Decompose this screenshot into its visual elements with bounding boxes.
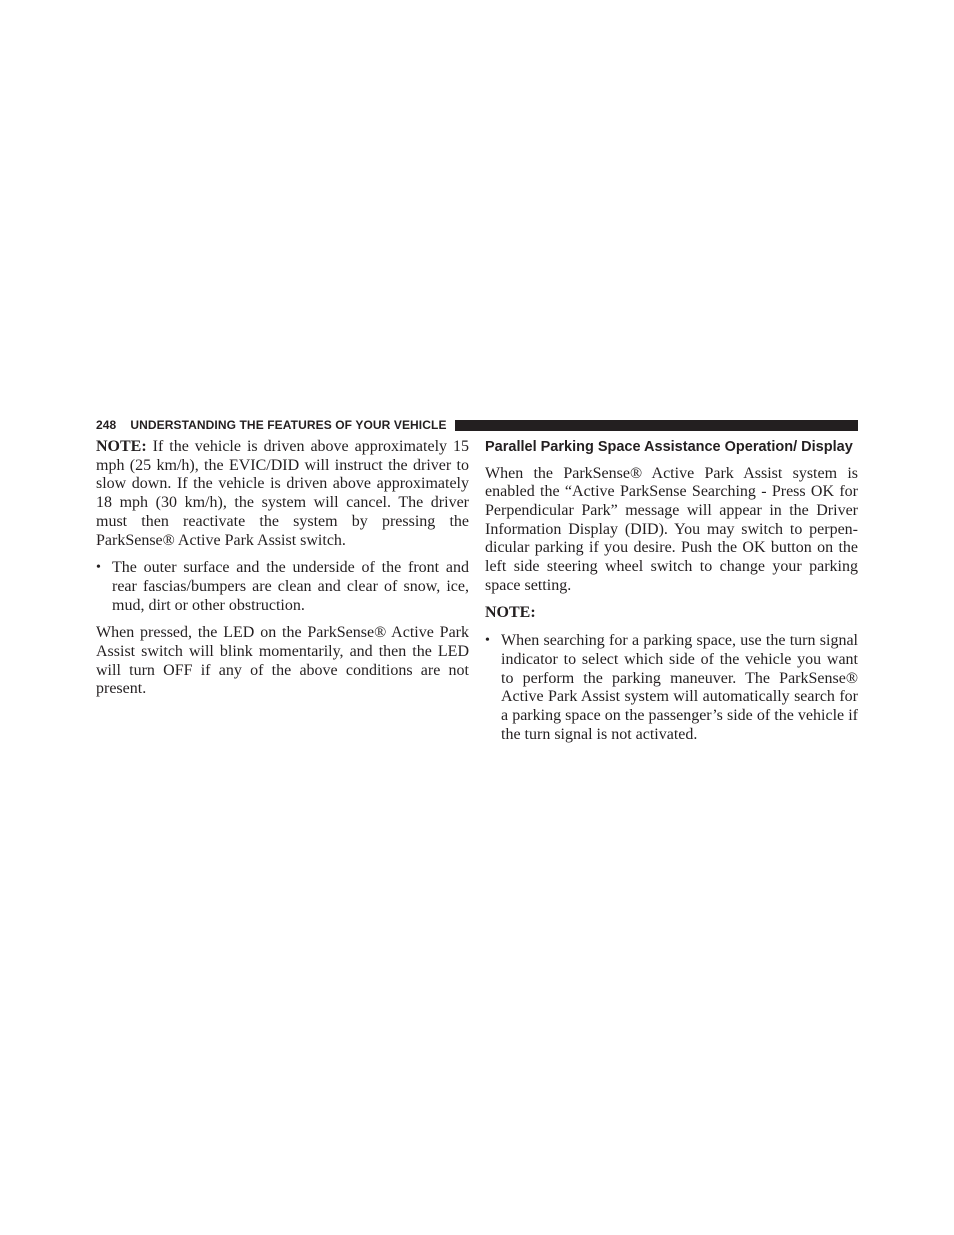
bullet-text: When searching for a parking space, use the turn signal indicator to select which side of the vehicle you want to perform the parking maneuver. The ParkSense® Active Park Assist system will automatically search for a parking space on the passenger’s side of the vehicle if the turn signal is not activated.	[501, 632, 858, 743]
note-label: NOTE:	[485, 604, 536, 622]
note-label: NOTE:	[96, 438, 147, 455]
note-paragraph	[485, 604, 858, 623]
note-paragraph	[96, 438, 469, 550]
section-title: UNDERSTANDING THE FEATURES OF YOUR VEHICLE	[130, 418, 447, 432]
subsection-heading: Parallel Parking Space Assistance Operation/ Display	[485, 439, 853, 455]
list-item	[96, 559, 469, 615]
bullet-icon: •	[96, 560, 101, 576]
right-column	[485, 438, 858, 753]
bullet-icon: •	[485, 633, 490, 649]
body-paragraph: When pressed, the LED on the ParkSense® Active Park Assist switch will blink momentarily, and then the LED will turn OFF if any of the above conditions are not present.	[96, 624, 469, 698]
left-column	[96, 438, 469, 708]
page-number: 248	[96, 418, 117, 432]
body-paragraph: When the ParkSense® Active Park Assist system is enabled the “Active ParkSense Searching - Press OK for Perpendicular Park” message will appear in the Driver Information Display (DID). You may switch to perpendicular parking if you desire. Push the OK button on the left side steering wheel switch to change your parking space setting.	[485, 464, 858, 594]
note-text: If the vehicle is driven above approximately 15 mph (25 km/h), the EVIC/DID will instruct the driver to slow down. If the vehicle is driven above approximately 18 mph (30 km/h), the system will cancel. The driver must then reactivate the system by pressing the ParkSense® Active Park Assist switch.	[96, 438, 469, 549]
bullet-text: The outer surface and the underside of the front and rear fascias/bumpers are clean and clear of snow, ice, mud, dirt or other obstruction.	[112, 559, 469, 614]
header-rule	[455, 420, 858, 431]
list-item	[485, 632, 858, 744]
page-header	[96, 417, 858, 433]
